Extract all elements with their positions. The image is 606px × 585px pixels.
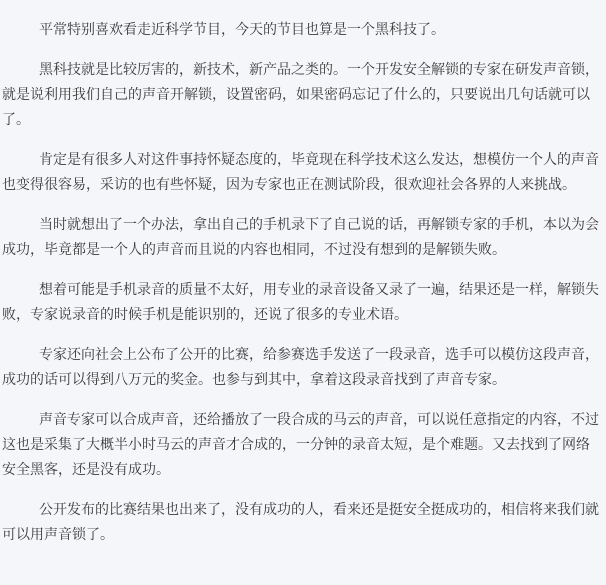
paragraph-voice-synthesis: 声音专家可以合成声音，还给播放了一段合成的马云的声音，可以说任意指定的内容，不过这也是采集了大概半小时马云的声音才合成的，一分钟的录音太短，是个难题。又去找到了网络安全黑客，还是没有成功。 (2, 412, 599, 478)
paragraph-black-tech: 黑科技就是比较厉害的，新技术，新产品之类的。一个开发安全解锁的专家在研发声音锁，就是说利用我们自己的声音开解锁，设置密码，如果密码忘记了什么的，只要说出几句话就可以了。 (2, 62, 599, 128)
paragraph-phone-recording: 当时就想出了一个办法，拿出自己的手机录下了自己说的话，再解锁专家的手机，本以为会成功，毕竟都是一个人的声音而且说的内容也相同，不过没有想到的是解锁失败。 (2, 217, 599, 258)
paragraph-contest: 专家还向社会上公布了公开的比赛，给参赛选手发送了一段录音，选手可以模仿这段声音，成功的话可以得到八万元的奖金。也参与到其中，拿着这段录音找到了声音专家。 (2, 347, 599, 388)
paragraph-intro: 平常特别喜欢看走近科学节目，今天的节目也算是一个黑科技了。 (39, 22, 445, 38)
paragraph-conclusion: 公开发布的比赛结果也出来了，没有成功的人，看来还是挺安全挺成功的，相信将来我们就可以用声音锁了。 (2, 502, 599, 543)
paragraph-pro-recording: 想着可能是手机录音的质量不太好，用专业的录音设备又录了一遍，结果还是一样，解锁失败，专家说录音的时候手机是能识别的，还说了很多的专业术语。 (2, 282, 599, 323)
paragraph-doubt: 肯定是有很多人对这件事持怀疑态度的，毕竟现在科学技术这么发达，想模仿一个人的声音也变得很容易，采访的也有些怀疑，因为专家也正在测试阶段，很欢迎社会各界的人来挑战。 (2, 152, 599, 193)
